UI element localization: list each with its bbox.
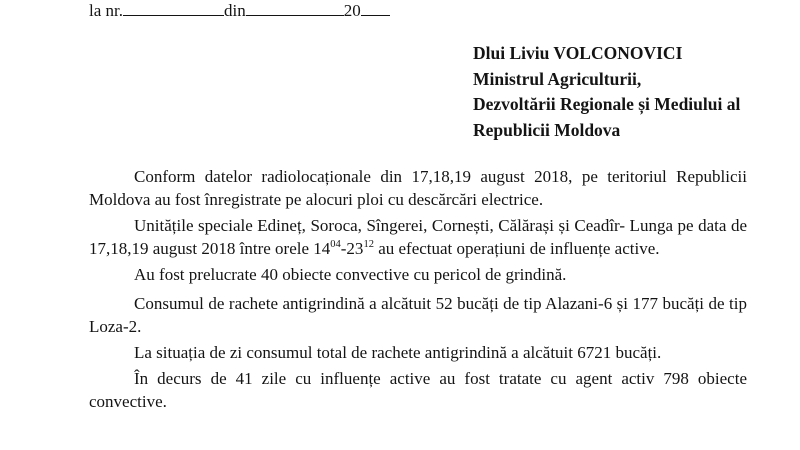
reference-line [89,0,390,22]
ref-date-blank [246,1,344,16]
paragraph-special-units-text-c: au efectuat operațiuni de influențe active. [373,239,660,258]
paragraph-processed-objects: Au fost prelucrate 40 obiecte convective cu pericol de grindină. [134,265,567,284]
recipient-title-2: Dezvoltării Regionale și Mediului al [473,94,741,114]
recipient-title-1: Ministrul Agriculturii, [473,68,642,89]
paragraph-special-units-text-a: Unitățile speciale Edineț, Soroca, Sîngerei, Cornești, Călărași și Ceadîr- Lunga pe data de 17,18,19 august 2018 între orele 14 [89,216,747,258]
time-start-minutes: 04 [330,239,341,250]
paragraph-radiolocation: Conform datelor radiolocaționale din 17,18,19 august 2018, pe teritoriul Republicii Moldova au fost înregistrate pe alocuri ploi cu descărcări electrice. [89,167,747,209]
letter-body [89,165,747,416]
recipient-title-3: Republicii Moldova [473,119,621,140]
recipient-block [473,41,740,143]
paragraph-special-units [89,214,747,260]
paragraph-treated-objects: În decurs de 41 zile cu influențe active au fost tratate cu agent activ 798 obiecte convective. [89,369,747,411]
ref-number-blank [123,1,224,16]
paragraph-total-consumption: La situația de zi consumul total de rachete antigrindină a alcătuit 6721 bucăți. [134,343,662,362]
ref-din: din [224,1,246,20]
ref-year-blank [361,1,390,16]
paragraph-special-units-text-b: -23 [340,239,364,258]
ref-prefix: la nr. [89,1,123,20]
time-end-minutes: 12 [363,239,374,250]
ref-year: 20 [343,1,361,20]
recipient-name: Dlui Liviu VOLCONOVICI [473,43,683,63]
paragraph-rocket-consumption: Consumul de rachete antigrindină a alcătuit 52 bucăți de tip Alazani-6 și 177 bucăți de tip Loza-2. [89,294,747,336]
